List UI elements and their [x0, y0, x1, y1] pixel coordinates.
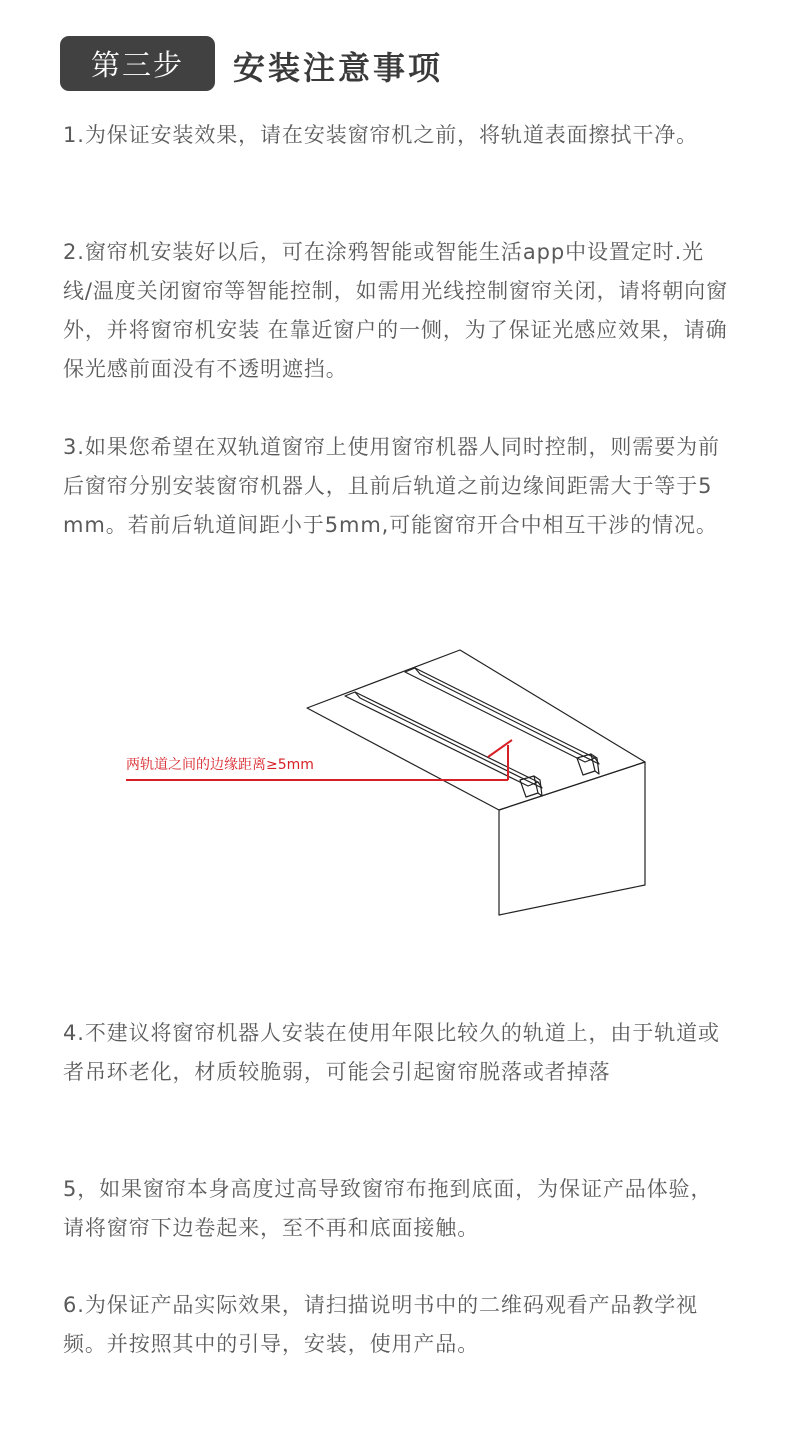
- page-title: 安装注意事项: [233, 49, 444, 87]
- diagram-label: 两轨道之间的边缘距离≥5mm: [126, 757, 314, 773]
- ceiling-surface: [307, 650, 645, 810]
- note-2: 2.窗帘机安装好以后，可在涂鸦智能或智能生活app中设置定时.光线/温度关闭窗帘等智能控制，如需用光线控制窗帘关闭，请将朝向窗外，并将窗帘机安装 在靠近窗户的一侧，为了保证光感应效果，请确保光感前面没有不透明遮挡。: [63, 240, 728, 381]
- step-badge: [60, 36, 215, 91]
- note-4: 4.不建议将窗帘机器人安装在使用年限比较久的轨道上，由于轨道或者吊环老化，材质较脆弱，可能会引起窗帘脱落或者掉落: [63, 1021, 720, 1084]
- note-3: 3.如果您希望在双轨道窗帘上使用窗帘机器人同时控制，则需要为前后窗帘分别安装窗帘机器人，且前后轨道之前边缘间距需大于等于5mm。若前后轨道间距小于5mm,可能窗帘开合中相互干涉的情况。: [63, 435, 720, 537]
- note-5: 5，如果窗帘本身高度过高导致窗帘布拖到底面，为保证产品体验，请将窗帘下边卷起来，至不再和底面接触。: [63, 1177, 713, 1240]
- note-6: 6.为保证产品实际效果，请扫描说明书中的二维码观看产品教学视频。并按照其中的引导，安装，使用产品。: [63, 1293, 699, 1356]
- front-wall: [499, 762, 645, 915]
- note-1: 1.为保证安装效果，请在安装窗帘机之前，将轨道表面擦拭干净。: [63, 123, 699, 147]
- front-rail-end: [520, 776, 538, 797]
- step-label: 第三步: [90, 48, 184, 82]
- dual-track-diagram: [110, 640, 670, 930]
